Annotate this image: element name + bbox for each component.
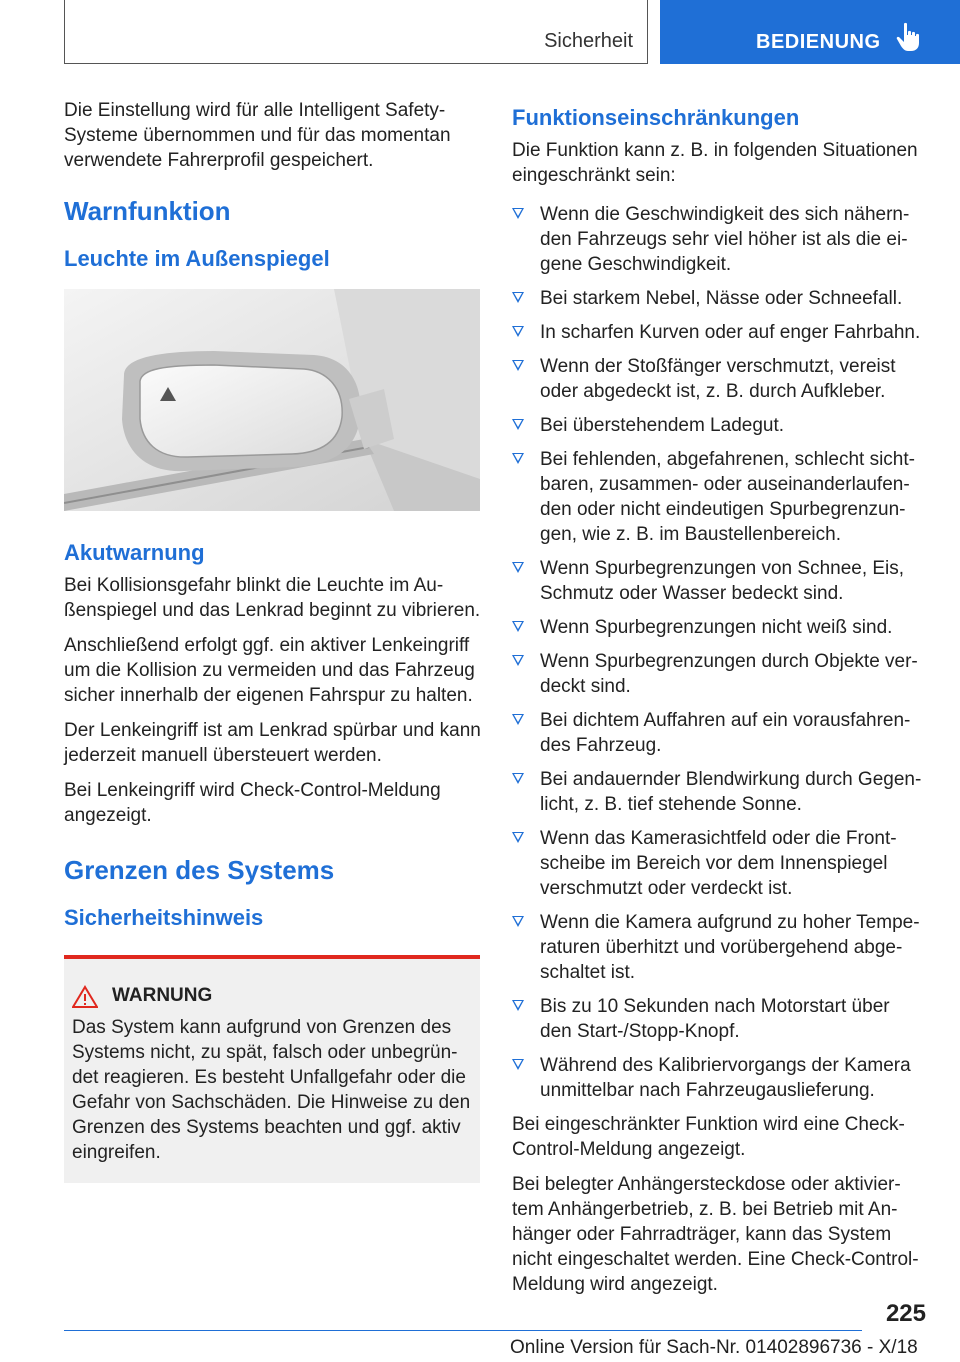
list-item: Bei überstehendem Ladegut. (512, 413, 926, 438)
hand-pointer-icon (896, 22, 922, 52)
akut-paragraph-3: Der Lenkeingriff ist am Lenkrad spürbar und kann jederzeit manuell übersteuert werden. (64, 720, 481, 766)
akut-paragraph-1: Bei Kollisionsgefahr blinkt die Leuchte im Au-ßenspiegel und das Lenkrad beginnt zu vibrieren. (64, 575, 481, 621)
heading-warnfunktion: Warnfunktion (64, 196, 231, 226)
list-item: Bis zu 10 Sekunden nach Motorstart über den Start-/Stopp-Knopf. (512, 994, 926, 1044)
header-tab-bedienung (660, 0, 960, 64)
warning-box (64, 955, 480, 1183)
restrictions-intro: Die Funktion kann z. B. in folgenden Situationen eingeschränkt sein: (512, 140, 918, 186)
bullet-triangle-icon (512, 208, 524, 219)
list-item: Während des Kalibriervorgangs der Kamera unmittelbar nach Fahrzeugauslieferung. (512, 1053, 926, 1103)
bullet-triangle-icon (512, 419, 524, 430)
list-item: Wenn die Geschwindigkeit des sich nähern-den Fahrzeugs sehr viel höher ist als die ei-gene Geschwindigkeit. (512, 202, 926, 277)
side-mirror-image (64, 289, 480, 511)
heading-leuchte: Leuchte im Außenspiegel (64, 246, 330, 271)
list-item: Bei starkem Nebel, Nässe oder Schneefall. (512, 286, 926, 311)
bullet-triangle-icon (512, 562, 524, 573)
warning-title: WARNUNG (112, 985, 213, 1006)
bullet-triangle-icon (512, 360, 524, 371)
mirror-illustration (64, 289, 480, 511)
bullet-triangle-icon (512, 655, 524, 666)
bullet-triangle-icon (512, 714, 524, 725)
header-section-title: Sicherheit (544, 30, 633, 52)
right-column (512, 98, 926, 1307)
bullet-triangle-icon (512, 1059, 524, 1070)
bullet-triangle-icon (512, 621, 524, 632)
bullet-triangle-icon (512, 326, 524, 337)
bullet-triangle-icon (512, 292, 524, 303)
outro-paragraph-1: Bei eingeschränkter Funktion wird eine Check-Control-Meldung angezeigt. (512, 1114, 905, 1160)
list-item: In scharfen Kurven oder auf enger Fahrbahn. (512, 320, 926, 345)
list-item: Bei dichtem Auffahren auf ein vorausfahren-des Fahrzeug. (512, 708, 926, 758)
akut-paragraph-2: Anschließend erfolgt ggf. ein aktiver Lenkeingriff um die Kollision zu vermeiden und das Fahrzeug sicher innerhalb der eigenen Fahrspur zu halten. (64, 635, 475, 706)
bullet-triangle-icon (512, 453, 524, 464)
bullet-triangle-icon (512, 916, 524, 927)
list-item: Wenn das Kamerasichtfeld oder die Front-scheibe im Bereich vor dem Innenspiegel verschmutzt oder verdeckt ist. (512, 826, 926, 901)
bullet-triangle-icon (512, 773, 524, 784)
heading-akutwarnung: Akutwarnung (64, 540, 205, 565)
bullet-triangle-icon (512, 1000, 524, 1011)
warning-triangle-icon (72, 985, 98, 1009)
footer-online-version: Online Version für Sach-Nr. 01402896736 - X/18 (510, 1337, 918, 1358)
warning-text: Das System kann aufgrund von Grenzen des Systems nicht, zu spät, falsch oder unbegrün-det reagieren. Es besteht Unfallgefahr oder die Gefahr von Sachschäden. Die Hinweise zu den Grenzen des Systems beachten und ggf. aktiv eingreifen. (72, 1017, 471, 1163)
list-item: Wenn Spurbegrenzungen nicht weiß sind. (512, 615, 926, 640)
list-item: Wenn die Kamera aufgrund zu hoher Tempe-raturen überhitzt und vorübergehend abge-schaltet ist. (512, 910, 926, 985)
list-item: Bei fehlenden, abgefahrenen, schlecht sicht-baren, zusammen- oder auseinanderlaufen-den oder nicht eindeutigen Spurbegrenzun-gen, wie z. B. im Baustellenbereich. (512, 447, 926, 547)
list-item: Wenn der Stoßfänger verschmutzt, vereist oder abgedeckt ist, z. B. durch Aufkleber. (512, 354, 926, 404)
list-item: Bei andauernder Blendwirkung durch Gegen-licht, z. B. tief stehende Sonne. (512, 767, 926, 817)
heading-funktionseinschraenkungen: Funktionseinschränkungen (512, 105, 800, 130)
restrictions-list (512, 202, 926, 1103)
header-section-box (64, 0, 648, 64)
left-column (64, 98, 482, 948)
heading-sicherheitshinweis: Sicherheitshinweis (64, 905, 264, 930)
intro-paragraph: Die Einstellung wird für alle Intelligent Safety-Systeme übernommen und für das momentan verwendete Fahrerprofil gespeichert. (64, 100, 451, 171)
list-item: Wenn Spurbegrenzungen von Schnee, Eis, Schmutz oder Wasser bedeckt sind. (512, 556, 926, 606)
akut-paragraph-4: Bei Lenkeingriff wird Check-Control-Meldung angezeigt. (64, 780, 441, 826)
outro-paragraph-2: Bei belegter Anhängersteckdose oder aktivier-tem Anhängerbetrieb, z. B. bei Betrieb mit An-hänger oder Fahrradträger, kann das System nicht eingeschaltet werden. Eine Check-Control-Meldung wird angezeigt. (512, 1174, 919, 1295)
heading-grenzen: Grenzen des Systems (64, 855, 335, 885)
list-item: Wenn Spurbegrenzungen durch Objekte ver-deckt sind. (512, 649, 926, 699)
bullet-triangle-icon (512, 832, 524, 843)
footer-divider (64, 1330, 862, 1331)
header-tab-label: BEDIENUNG (756, 31, 881, 53)
page-number: 225 (885, 1300, 926, 1327)
